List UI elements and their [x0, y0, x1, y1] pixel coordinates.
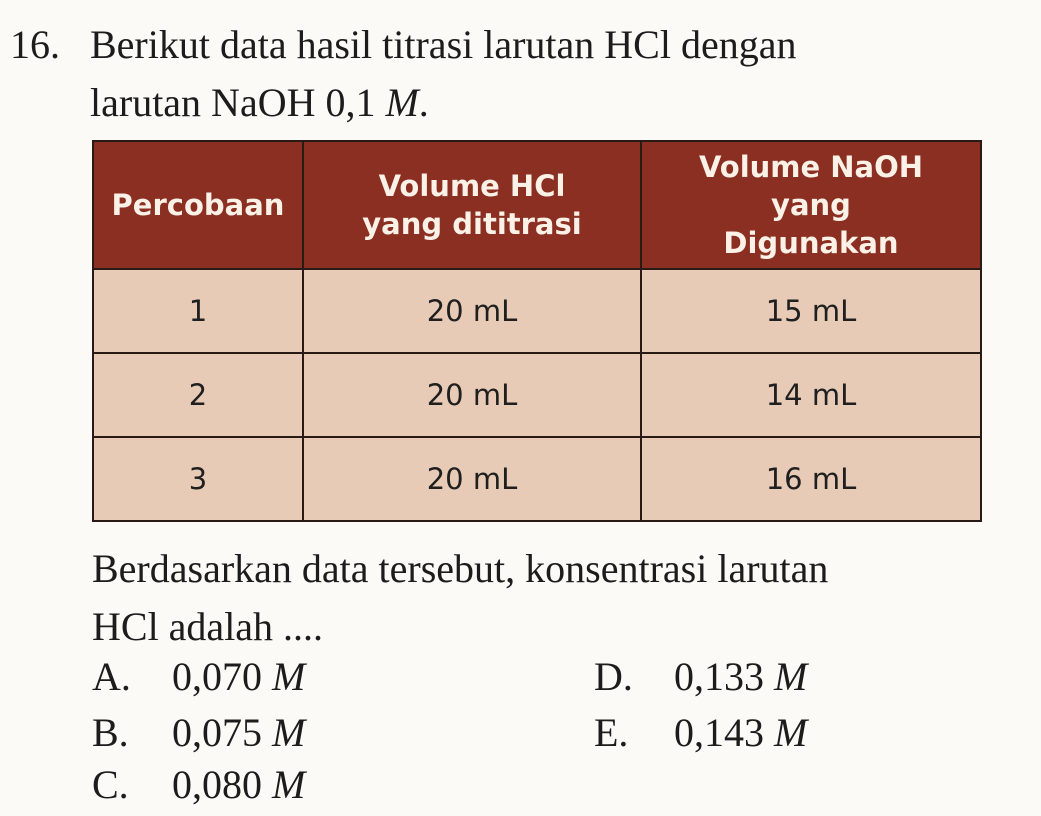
molar-unit: M [272, 762, 306, 807]
option-letter: D. [594, 654, 633, 699]
table-row [93, 353, 981, 437]
titration-data-table [92, 140, 982, 522]
header-volume-hcl: Volume HCl yang dititrasi [303, 141, 641, 269]
option-value: 0,075 [172, 710, 272, 755]
prompt-line-1: Berdasarkan data tersebut, konsentrasi larutan [92, 546, 829, 591]
header-percobaan: Percobaan [93, 141, 303, 269]
molar-unit: M [272, 654, 306, 699]
stem-line-2: larutan NaOH 0,1 [90, 80, 386, 125]
molar-unit: M [774, 654, 808, 699]
hcl-volume: 20 mL [303, 437, 641, 521]
molar-unit: M [385, 80, 419, 125]
option-d[interactable] [594, 652, 807, 702]
option-value: 0,143 [674, 710, 774, 755]
molar-unit: M [272, 710, 306, 755]
table-row [93, 437, 981, 521]
option-e[interactable] [594, 708, 807, 758]
naoh-volume: 16 mL [641, 437, 981, 521]
option-value: 0,133 [674, 654, 774, 699]
stem-line-1: Berikut data hasil titrasi larutan HCl dengan [90, 22, 797, 67]
trial-number: 3 [93, 437, 303, 521]
option-letter: E. [594, 710, 629, 755]
trial-number: 1 [93, 269, 303, 353]
trial-number: 2 [93, 353, 303, 437]
option-value: 0,080 [172, 762, 272, 807]
naoh-volume: 15 mL [641, 269, 981, 353]
question-stem [90, 16, 1015, 132]
hcl-volume: 20 mL [303, 269, 641, 353]
option-letter: C. [92, 762, 129, 807]
molar-unit: M [774, 710, 808, 755]
option-letter: A. [92, 654, 131, 699]
naoh-volume: 14 mL [641, 353, 981, 437]
table-row [93, 269, 981, 353]
option-b[interactable] [92, 708, 305, 758]
option-c[interactable] [92, 760, 305, 810]
option-a[interactable] [92, 652, 305, 702]
table-header-row [93, 141, 981, 269]
question-number: 16. [10, 22, 60, 67]
question-prompt [92, 540, 1012, 656]
option-value: 0,070 [172, 654, 272, 699]
prompt-line-2: HCl adalah .... [92, 604, 324, 649]
option-letter: B. [92, 710, 129, 755]
stem-period: . [418, 80, 429, 125]
header-volume-naoh: Volume NaOH yang Digunakan [641, 141, 981, 269]
hcl-volume: 20 mL [303, 353, 641, 437]
